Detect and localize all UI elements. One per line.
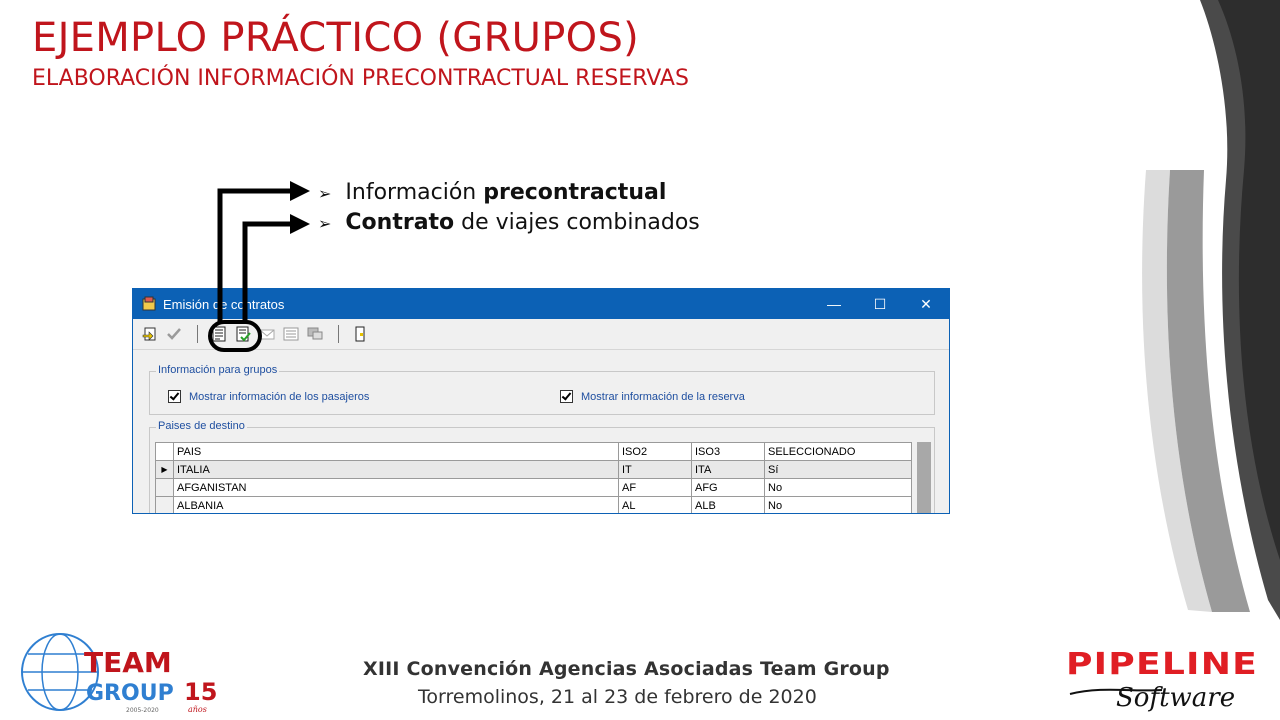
arrow-precontractual [220, 181, 310, 322]
bullet-text: Información [345, 180, 484, 205]
group-text: GROUP [86, 681, 174, 706]
years-range-text: 2005-2020 [126, 707, 159, 714]
cell-iso3[interactable]: ITA [692, 461, 765, 479]
bullet-text: de viajes combinados [454, 210, 700, 235]
column-header-iso2[interactable]: ISO2 [619, 443, 692, 461]
show-reservation-label: Mostrar información de la reserva [581, 390, 745, 403]
cell-iso3[interactable]: ALB [692, 497, 765, 515]
arrow-bullet-icon: ➢ [318, 214, 332, 233]
bullet-bold-text: Contrato [345, 210, 455, 235]
maximize-button[interactable]: ☐ [873, 295, 887, 312]
cell-seleccionado[interactable]: No [765, 479, 912, 497]
current-row-icon: ▶ [156, 461, 174, 479]
cell-pais[interactable]: ALBANIA [174, 497, 619, 515]
window-title: Emisión de contratos [163, 296, 285, 312]
column-header-iso3[interactable]: ISO3 [692, 443, 765, 461]
team-text: TEAM [84, 646, 172, 679]
years-text: 15 [184, 678, 218, 706]
cell-seleccionado[interactable]: No [765, 497, 912, 515]
cell-pais[interactable]: ITALIA [174, 461, 619, 479]
arrow-contrato [245, 214, 310, 322]
close-button[interactable]: ✕ [920, 295, 932, 312]
minimize-button[interactable]: — [827, 296, 841, 312]
bullet-bold-text: precontractual [483, 180, 667, 205]
cell-iso2[interactable]: IT [619, 461, 692, 479]
slide-subtitle: ELABORACIÓN INFORMACIÓN PRECONTRACTUAL RESERVAS [32, 66, 689, 91]
footer-event-name: XIII Convención Agencias Asociadas Team Group [363, 658, 890, 680]
cell-iso2[interactable]: AL [619, 497, 692, 515]
slide-title: EJEMPLO PRÁCTICO (GRUPOS) [32, 15, 640, 61]
cell-iso3[interactable]: AFG [692, 479, 765, 497]
team-group-logo [18, 628, 228, 718]
footer-event-place-date: Torremolinos, 21 al 23 de febrero de 2020 [418, 686, 817, 708]
anos-text: años [188, 705, 207, 714]
pipeline-software-logo [1062, 640, 1262, 720]
show-passengers-label: Mostrar información de los pasajeros [189, 390, 370, 403]
cell-iso2[interactable]: AF [619, 479, 692, 497]
cell-pais[interactable]: AFGANISTAN [174, 479, 619, 497]
arrow-bullet-icon: ➢ [318, 184, 332, 203]
column-header-pais[interactable]: PAIS [174, 443, 619, 461]
group-info-legend: Información para grupos [158, 364, 278, 376]
pipeline-text: PIPELINE [1066, 647, 1258, 682]
column-header-seleccionado[interactable]: SELECCIONADO [765, 443, 912, 461]
cell-seleccionado[interactable]: Sí [765, 461, 912, 479]
countries-legend: Paises de destino [158, 420, 245, 432]
software-text: Software [1116, 683, 1236, 713]
